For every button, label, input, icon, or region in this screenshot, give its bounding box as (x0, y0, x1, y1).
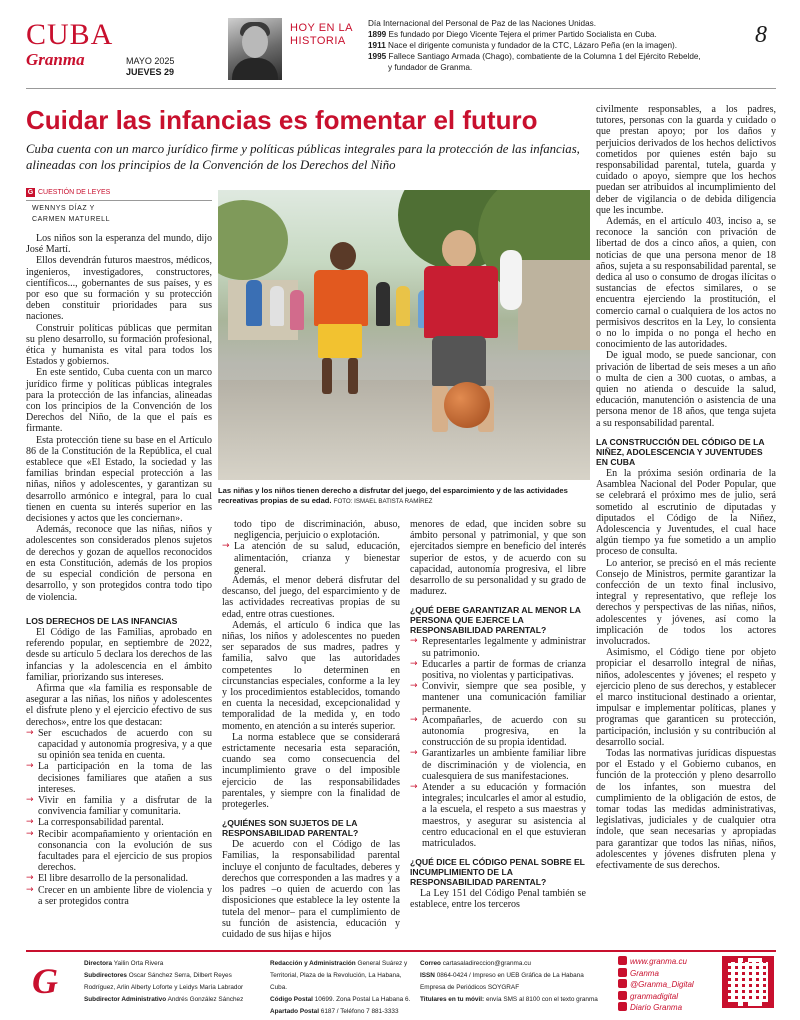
contact-line: Titulares en tu móvil: envía SMS al 8100 con el texto granma (420, 996, 598, 1003)
list-item: → Atender a su educación y formación integrales; inculcarles el amor al estudio, a la escuela, el respeto a sus maestras y maestros, y asegurar su asistencia al centro educacional en el que estuvieran matriculados. (410, 782, 586, 849)
paragraph: Lo anterior, se precisó en el más reciente Consejo de Ministros, permite garantizar la confección de un texto final inclusivo, integral y representativo, que refleje los derechos y perspectivas de las niñas, niños, adolescentes y jóvenes, así como la implicación de todos los actores involucrados. (596, 557, 776, 647)
social-link[interactable]: Granma (618, 968, 694, 980)
list-item: → Acompañarles, de acuerdo con su autonomía progresiva, en la construcción de su propia identidad. (410, 715, 586, 749)
article-column-3 (410, 519, 586, 911)
ephemerides-list (368, 18, 738, 73)
newspaper-logo: Granma (26, 50, 85, 69)
contact-line: Empresa de Periódicos SOYGRAF (420, 984, 520, 991)
list-item: → Educarles a partir de formas de crianza positiva, no violentas y participativas. (410, 659, 586, 681)
list-item: → La participación en la toma de las decisiones familiares que atañen a sus intereses. (26, 761, 212, 795)
article-photo (218, 190, 590, 480)
editorial-address (270, 958, 420, 1018)
paragraph: Además, el artículo 6 indica que las niñas, los niños y adolescentes no pueden ser separados de sus madres, padres y familia, salvo que las autoridades competentes lo determinen en circunstancias especiales, conforme a la ley y los procedimientos establecidos, tomando en cuenta la necesidad, excepcionalidad y temporalidad de la medida y, en todo momento, en atención a su interés superior. (222, 619, 400, 732)
paragraph: De acuerdo con el Código de las Familias, la responsabilidad parental incluye el conjunto de facultades, deberes y derechos que corresponden a las madres y a los padres –o quien de acuerdo con las disposiciones que establece la ley ostente la tutela del menor– para el cumplimiento de su función de asistencia, educación y cuidado de sus hijas e hijos (222, 839, 400, 940)
article-headline: Cuidar las infancias es fomentar el futuro (26, 105, 538, 135)
issue-weekday: JUEVES 29 (126, 67, 175, 77)
article-subtitle: Cuba cuenta con un marco jurídico firme y políticas públicas integrales para la protección de las infancias, alineadas con los principios de la Convención de los Derechos del Niño (26, 142, 580, 172)
paragraph: civilmente responsables, a los padres, tutores, personas con la guarda y cuidado o que prestan apoyo; por los daños y perjuicios derivados de los hechos delictivos cometidos por quienes estén bajo su responsabilidad parental, tutela, guarda y cuidado o apoyo, siempre que los hechos puedan ser atribuidos al incumplimiento del deber de vigilancia o de debida diligencia que les incumbe. (596, 104, 776, 216)
list-item: → Ser escuchados de acuerdo con su capacidad y autonomía progresiva, y a que su opinión sea tenida en cuenta. (26, 728, 212, 762)
paragraph: Los niños son la esperanza del mundo, dijo José Martí. (26, 233, 212, 256)
paragraph: Además, en el artículo 403, inciso a, se reconoce la sanción con privación de libertad de dos a cinco años, a quien, con noticias de que una persona menor de 18 años, sujeta a su responsabilidad parental, se dedica al uso o consumo de drogas ilícitas o sustancias de efectos similares, o se encuentra ejerciendo la prostitución, el comercio carnal o cualquiera de los actos no permisivos descritos en la Ley, lo consienta o no lo impida o no ponga el hecho en conocimiento de las autoridades. (596, 216, 776, 351)
section-name: CUBA (26, 18, 114, 51)
ephemeris-item: 1899 Es fundado por Diego Vicente Tejera el primer Partido Socialista en Cuba. (368, 30, 657, 39)
list-item: → El libre desarrollo de la personalidad. (26, 873, 212, 884)
social-link[interactable]: Diario Granma (618, 1002, 694, 1014)
issue-month-year: MAYO 2025 (126, 56, 175, 66)
paragraph: Todas las normativas jurídicas dispuestas por el Estado y el Gobierno cubanos, en función de la protección y pleno desarrollo de los infantes, son muestra del cumplimiento de la obligación de estos, de tomar todas las medidas administrativas, legislativas, judiciales y de cualquier otra índole, que sean necesarias y apropiadas para garantizar que todos las niñas, niños, adolescentes y jóvenes disfruten plena y efectivamente de sus derechos. (596, 747, 776, 871)
paragraph: De igual modo, se puede sancionar, con privación de libertad de seis meses a un año o multa de cien a 300 cuotas, o ambas, a quien no atienda o descuide la salud, educación, manutención o asistencia de una persona menor de 18 años, que tenga sujeta a su responsabilidad parental. (596, 350, 776, 429)
facebook-icon (618, 968, 627, 977)
credit-line: Subdirectores Oscar Sánchez Serra, Dilbert Reyes (84, 972, 232, 979)
credit-line: Rodríguez, Arlin Alberty Loforte y Leidys María Labrador (84, 984, 244, 991)
issue-date (126, 56, 174, 78)
subheading: LA CONSTRUCCIÓN DEL CÓDIGO DE LA NIÑEZ, ADOLESCENCIA Y JUVENTUDES EN CUBA (596, 436, 765, 467)
staff-credits (84, 958, 264, 1006)
social-link[interactable]: granmadigital (618, 991, 694, 1003)
subheading: ¿QUIÉNES SON SUJETOS DE LA RESPONSABILIDAD PARENTAL? (222, 818, 359, 839)
today-in-history-label: HOY EN LA HISTORIA (290, 22, 353, 47)
paragraph: todo tipo de discriminación, abuso, negligencia, perjuicio o explotación. (234, 519, 400, 542)
page-number: 8 (755, 22, 767, 48)
section-tag: G CUESTIÓN DE LEYES (26, 188, 212, 201)
paragraph: Ellos devendrán futuros maestros, médicos, ingenieros, investigadores, constructores, científicos..., gobernantes de sus países, y es por eso que su formación y su protección deben constituir prioridades para sus naciones. (26, 255, 212, 323)
list-item: → Convivir, siempre que sea posible, y mantener una comunicación familiar permanente. (410, 681, 586, 715)
portrait-photo (228, 18, 282, 80)
youtube-icon (618, 1002, 627, 1011)
instagram-icon (618, 991, 627, 1000)
paragraph: En la próxima sesión ordinaria de la Asamblea Nacional del Poder Popular, que se celebrará el próximo mes de julio, será sometido al escrutinio de diputadas y diputados el Código de la Niñez, Adolescencia y Juventudes, el cual hace algún tiempo ya fue sometido a un amplio proceso de consulta. (596, 467, 776, 558)
list-item: → Representarles legalmente y administrar su patrimonio. (410, 636, 586, 658)
article-column-2 (222, 519, 400, 940)
paragraph: Asimismo, el Código tiene por objeto propiciar el desarrollo integral de niñas, niños, adolescentes y jóvenes; el respeto y ejercicio pleno de sus derechos, y establecer el marco institucional destinado a orientar, impulsar e implementar políticas, planes y programas que garanticen su protección, participación, inclusión y su contribución al desarrollo social. (596, 647, 776, 748)
list-item: → Garantizarles un ambiente familiar libre de discriminación y de violencia, en cualesquiera de sus manifestaciones. (410, 748, 586, 782)
address-line: Redacción y Administración General Suárez y (270, 960, 408, 967)
guarantees-list (410, 636, 586, 849)
credit-line: Subdirector Administrativo Andrés González Sánchez (84, 996, 244, 1003)
rights-list (26, 728, 212, 907)
list-item: → La corresponsabilidad parental. (26, 817, 212, 828)
social-links (618, 956, 694, 1014)
paragraph: El Código de las Familias, aprobado en referendo popular, en septiembre de 2022, desde su artículo 5 declara los derechos de las infancias y la adolescencia en el ámbito familiar, priorizando sus intereses. (26, 627, 212, 683)
granma-g-icon: G (27, 189, 34, 196)
contact-line: Correo cartasaladireccion@granma.cu (420, 960, 531, 967)
social-link[interactable]: @Granma_Digital (618, 979, 694, 991)
address-line: Código Postal 10699. Zona Postal La Habana 6. (270, 996, 411, 1003)
paragraph: menores de edad, que inciden sobre su ámbito personal y patrimonial, y que son ejercitados siempre en beneficio del interés superior de estos, y de acuerdo con su capacidad, autonomía progresiva, el libre desarrollo de su personalidad y su grado de madurez. (410, 519, 586, 598)
brand-block (26, 20, 121, 70)
credit-line: Directora Yailin Orta Rivera (84, 960, 164, 967)
subheading: LOS DERECHOS DE LAS INFANCIAS (26, 616, 178, 626)
subheading: ¿QUÉ DICE EL CÓDIGO PENAL SOBRE EL INCUMPLIMIENTO DE LA RESPONSABILIDAD PARENTAL? (410, 857, 585, 888)
article-column-1 (26, 233, 212, 603)
article-column-1-lower (26, 616, 212, 907)
header-divider (26, 88, 776, 89)
list-item: → Crecer en un ambiente libre de violencia y a ser protegidos contra (26, 885, 212, 907)
photo-credit: FOTO: ISMAEL BATISTA RAMÍREZ (333, 498, 433, 505)
list-item: → Recibir acompañamiento y orientación en consonancia con la evolución de sus facultades para el ejercicio de sus propios derechos. (26, 829, 212, 874)
social-link[interactable]: www.granma.cu (618, 956, 694, 968)
rights-list-continued (222, 541, 400, 575)
web-icon (618, 956, 627, 965)
qr-code-icon (722, 956, 774, 1008)
list-item: → Vivir en familia y a disfrutar de la convivencia familiar y comunitaria. (26, 795, 212, 817)
ephemeris-item: 1911 Nace el dirigente comunista y fundador de la CTC, Lázaro Peña (en la imagen). (368, 41, 678, 50)
address-line: Apartado Postal 6187 / Teléfono 7 881-3333 (270, 1008, 399, 1015)
paragraph: Además, el menor deberá disfrutar del descanso, del juego, del esparcimiento y de las actividades recreativas propias de su edad, entre otras cuestiones. (222, 575, 400, 620)
photo-caption: Las niñas y los niños tienen derecho a disfrutar del juego, del esparcimiento y de las actividades recreativas propias de su edad. FOTO: ISMAEL BATISTA RAMÍREZ (218, 486, 568, 505)
ephemeris-item: Día Internacional del Personal de Paz de las Naciones Unidas. (368, 19, 597, 28)
granma-logo-icon: G (32, 961, 58, 1001)
paragraph: La Ley 151 del Código Penal también se establece, entre los terceros (410, 888, 586, 911)
paragraph: En este sentido, Cuba cuenta con un marco jurídico firme y políticas públicas integrales para la protección de las infancias, alineadas con los principios de la Convención de los Derechos del Niño, de la que el país es firmante. (26, 367, 212, 435)
contact-line: ISSN 0864-0424 / Impreso en UEB Gráfica de La Habana (420, 972, 584, 979)
x-icon (618, 979, 627, 988)
article-column-4 (596, 104, 776, 871)
ephemeris-item: 1995 Fallece Santiago Armada (Chago), combatiente de la Columna 1 del Ejército Rebelde, (368, 52, 701, 61)
page-header (0, 0, 800, 96)
ephemeris-item: y fundador de Granma. (388, 63, 473, 72)
contact-info (420, 958, 610, 1006)
subheading: ¿QUÉ DEBE GARANTIZAR AL MENOR LA PERSONA QUE EJERCE LA RESPONSABILIDAD PARENTAL? (410, 605, 581, 636)
address-line: Territorial, Plaza de la Revolución, La Habana, Cuba. (270, 972, 402, 991)
footer-divider (26, 950, 776, 952)
paragraph: Afirma que «la familia es responsable de asegurar a las niñas, los niños y adolescentes el disfrute pleno y el ejercicio efectivo de sus derechos», entre los que destacan: (26, 683, 212, 728)
byline: WENNYS DÍAZ Y CARMEN MATURELL (32, 205, 111, 223)
paragraph: Además, reconoce que las niñas, niños y adolescentes son considerados plenos sujetos de derechos y gozan de aquellos reconocidos en esta Constitución, además de los propios de su especial condición de persona en desarrollo, y son protegidos contra todo tipo de violencia. (26, 524, 212, 603)
paragraph: Esta protección tiene su base en el Artículo 86 de la Constitución de la República, el cual establece que «El Estado, la sociedad y las familias brindan especial protección a las niñas, niños y adolescentes, y garantizan su desarrollo armónico e integral, para lo cual tienen en cuenta su interés superior en las decisiones y actos que les conciernan». (26, 434, 212, 525)
list-item: → La atención de su salud, educación, alimentación, crianza y bienestar general. (222, 541, 400, 575)
paragraph: Construir políticas públicas que permitan su pleno desarrollo, su formación profesional, ética y humanista es vital para todos los Estados y gobiernos. (26, 322, 212, 368)
paragraph: La norma establece que se considerará estrictamente necesaria esta separación, cuando sea como consecuencia del incumplimiento grave o del imposible ejercicio de las responsabilidades parentales, y siempre con la finalidad de protegerles. (222, 731, 400, 811)
